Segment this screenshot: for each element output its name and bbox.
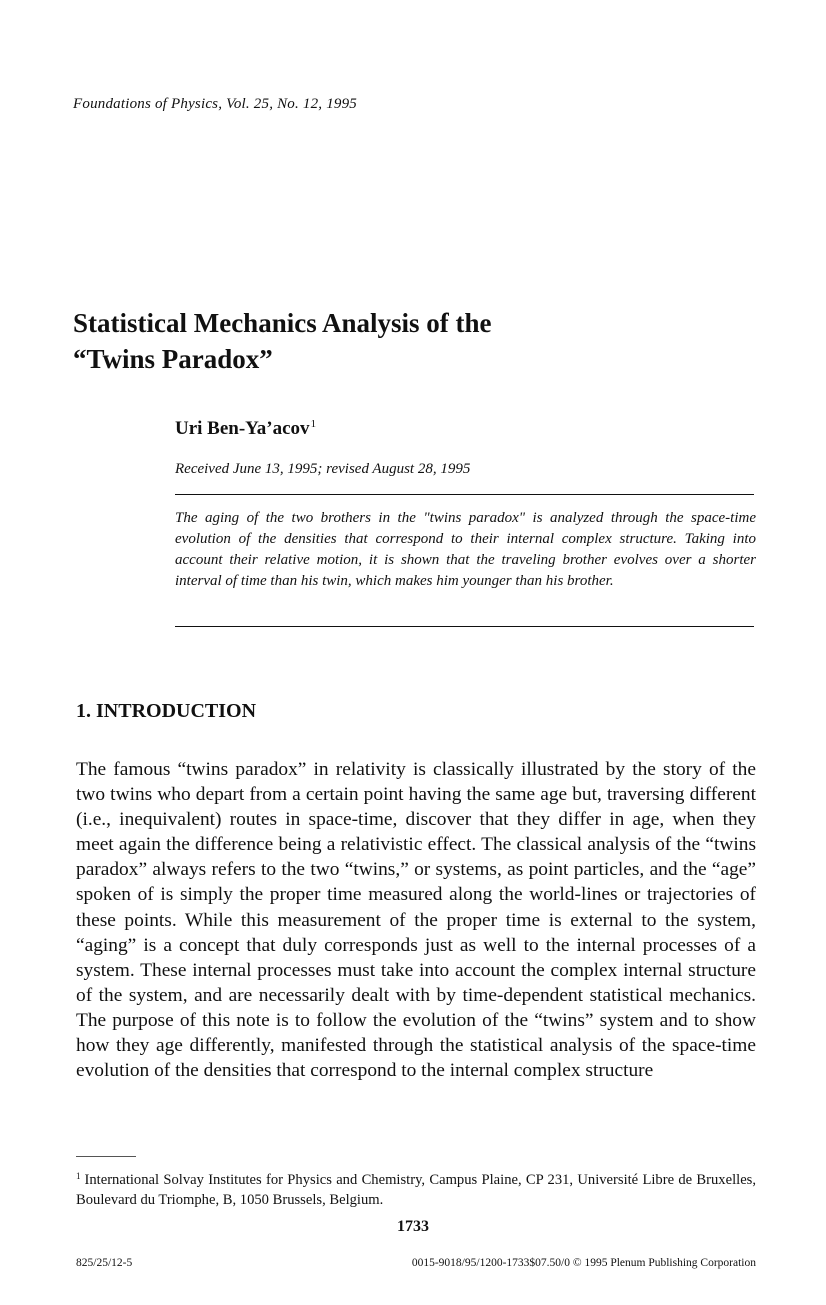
author-name: Uri Ben-Ya’acov — [175, 418, 310, 439]
footnote — [76, 1166, 756, 1210]
abstract: The aging of the two brothers in the "twins paradox" is analyzed through the space-time evolution of the densities that correspond to their internal complex structure. Taking into account their relative motion, it is shown that the traveling brother evolves over a shorter interval of time than his twin, which makes him younger than his brother. — [175, 510, 756, 589]
author-footnote-mark: 1 — [310, 418, 317, 430]
abstract-top-rule — [175, 494, 754, 495]
introduction-paragraph: The famous “twins paradox” in relativity is classically illustrated by the story of the two twins who depart from a certain point having the same age but, traversing different (i.e., inequivalent) routes in space-time, discover that they differ in age, when they meet again the difference being a relativistic effect. The classical analysis of the “twins paradox” always refers to the two “twins,” or systems, as point particles, and the “age” spoken of is simply the proper time measured along the world-lines or trajectories of these points. While this measurement of the proper time is external to the system, “aging” is a concept that duly corresponds just as well to the internal processes of a system. These internal processes must take into account the complex internal structure of the system, and are necessarily dealt with by time-dependent statistical mechanics. The purpose of this note is to follow the evolution of the “twins” system and to show how they age differently, manifested through the statistical analysis of the space-time evolution of the densities that correspond to the internal complex structure — [76, 759, 756, 1082]
footnote-divider — [76, 1156, 136, 1157]
author — [175, 418, 316, 440]
paper-title-line-1: Statistical Mechanics Analysis of the — [73, 308, 492, 338]
journal-header: Foundations of Physics, Vol. 25, No. 12, 1995 — [73, 96, 357, 112]
footer-code: 825/25/12-5 — [76, 1257, 133, 1269]
paper-title-line-2: “Twins Paradox” — [73, 344, 273, 374]
page-number: 1733 — [397, 1218, 429, 1235]
footer-copyright: 0015-9018/95/1200-1733$07.50/0 © 1995 Plenum Publishing Corporation — [411, 1257, 756, 1269]
paper-title — [73, 305, 693, 377]
received-dates: Received June 13, 1995; revised August 28, 1995 — [175, 461, 471, 477]
footnote-mark: 1 — [76, 1171, 81, 1181]
section-heading: 1. INTRODUCTION — [76, 700, 257, 722]
abstract-bottom-rule — [175, 626, 754, 627]
footnote-text: International Solvay Institutes for Physics and Chemistry, Campus Plaine, CP 231, Université Libre de Bruxelles, Boulevard du Triomphe, B, 1050 Brussels, Belgium. — [76, 1172, 756, 1208]
